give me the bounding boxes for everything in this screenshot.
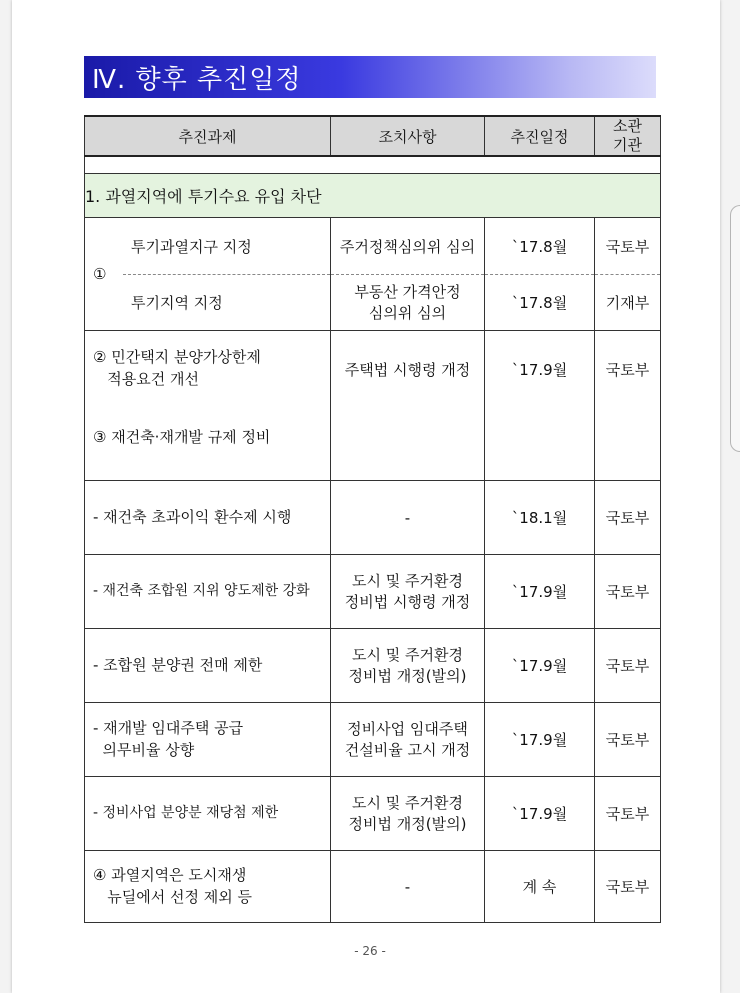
schedule-table	[84, 115, 661, 923]
page-number: - 26 -	[354, 944, 386, 958]
table-row	[85, 481, 661, 555]
date-cell: `17.9월	[485, 331, 595, 481]
date-cell: `17.9월	[485, 555, 595, 629]
task-text: 투기지역 지정	[123, 274, 330, 330]
table-row	[85, 777, 661, 851]
action-cell: -	[331, 481, 485, 555]
task-cell	[85, 331, 331, 481]
date-cell	[485, 218, 595, 331]
date-cell: `17.9월	[485, 703, 595, 777]
action-cell: 도시 및 주거환경 정비법 개정(발의)	[331, 777, 485, 851]
task-cell: - 정비사업 분양분 재당첨 제한	[85, 777, 331, 851]
section-row	[85, 174, 661, 218]
table-row	[85, 218, 661, 331]
task-text: 투기과열지구 지정	[131, 237, 252, 256]
table-row	[85, 703, 661, 777]
table-row	[85, 555, 661, 629]
action-text: 부동산 가격안정 심의위 심의	[331, 274, 484, 330]
date-cell: 계 속	[485, 851, 595, 923]
date-cell: `17.9월	[485, 777, 595, 851]
action-cell	[331, 218, 485, 331]
table-row	[85, 851, 661, 923]
task-cell: - 재건축 조합원 지위 양도제한 강화	[85, 555, 331, 629]
task-cell: ④ 과열지역은 도시재생 뉴딜에서 선정 제외 등	[85, 851, 331, 923]
agency-cell: 국토부	[595, 331, 661, 481]
agency-cell: 국토부	[595, 555, 661, 629]
task-cell: - 재개발 임대주택 공급 의무비율 상향	[85, 703, 331, 777]
item-number: ①	[93, 265, 107, 283]
spacer-row	[85, 156, 661, 174]
agency-cell: 국토부	[595, 851, 661, 923]
action-cell: 도시 및 주거환경 정비법 시행령 개정	[331, 555, 485, 629]
table-row	[85, 629, 661, 703]
scroll-handle[interactable]	[730, 205, 740, 452]
header-action: 조치사항	[331, 116, 485, 156]
task-cell: - 재건축 초과이익 환수제 시행	[85, 481, 331, 555]
date-cell: `17.9월	[485, 629, 595, 703]
date-text: `17.8월	[511, 237, 568, 256]
agency-text: 국토부	[605, 237, 650, 256]
date-cell: `18.1월	[485, 481, 595, 555]
action-cell: 주택법 시행령 개정	[331, 331, 485, 481]
task-cell	[85, 218, 331, 331]
action-text: 주거정책심의위 심의	[339, 237, 476, 256]
header-task: 추진과제	[85, 116, 331, 156]
date-text: `17.8월	[485, 274, 594, 330]
task-text: ② 민간택지 분양가상한제 적용요건 개선	[93, 348, 261, 388]
task-cell: - 조합원 분양권 전매 제한	[85, 629, 331, 703]
section-title-bar	[84, 56, 656, 98]
table-header-row	[85, 116, 661, 156]
header-agency: 소관 기관	[595, 116, 661, 156]
header-schedule: 추진일정	[485, 116, 595, 156]
task-text: ③ 재건축·재개발 규제 정비	[93, 427, 271, 446]
action-cell: 정비사업 임대주택 건설비율 고시 개정	[331, 703, 485, 777]
agency-cell: 국토부	[595, 481, 661, 555]
section-heading: 1. 과열지역에 투기수요 유입 차단	[85, 174, 661, 218]
table-row	[85, 331, 661, 481]
section-title: Ⅳ. 향후 추진일정	[92, 64, 302, 95]
agency-cell: 국토부	[595, 777, 661, 851]
agency-cell	[595, 218, 661, 331]
action-cell: 도시 및 주거환경 정비법 개정(발의)	[331, 629, 485, 703]
action-cell: -	[331, 851, 485, 923]
agency-cell: 국토부	[595, 629, 661, 703]
agency-text: 기재부	[595, 274, 660, 330]
agency-cell: 국토부	[595, 703, 661, 777]
